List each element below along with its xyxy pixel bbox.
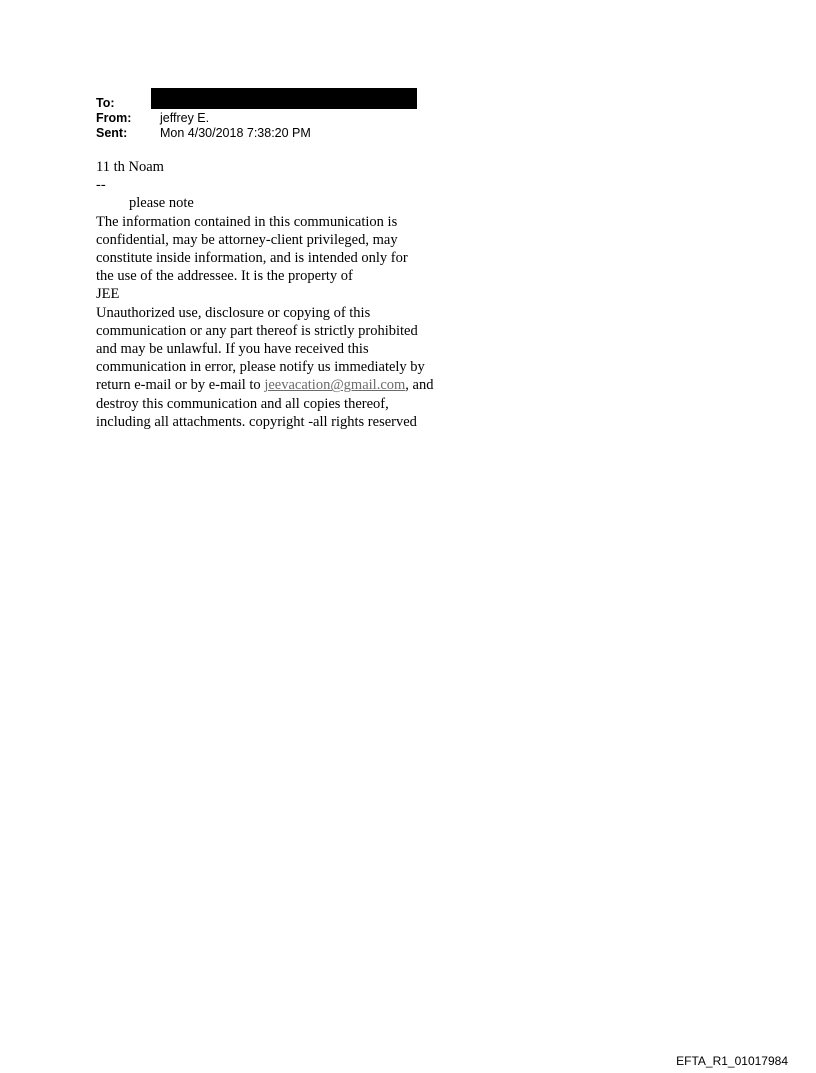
disclaimer-line: communication or any part thereof is strictly prohibited bbox=[96, 322, 418, 339]
disclaimer-line: The information contained in this communication is bbox=[96, 213, 398, 230]
disclaimer-link-line bbox=[96, 376, 476, 394]
from-row bbox=[96, 111, 496, 126]
link-line-suffix: , and bbox=[405, 377, 434, 394]
email-header bbox=[96, 96, 496, 141]
disclaimer-line: including all attachments. copyright -all rights reserved bbox=[96, 413, 417, 430]
link-line-prefix: return e-mail or by e-mail to bbox=[96, 377, 265, 394]
email-body bbox=[96, 158, 476, 431]
please-note: please note bbox=[129, 195, 194, 212]
disclaimer-line: the use of the addressee. It is the property of bbox=[96, 268, 353, 285]
disclaimer-line: destroy this communication and all copies thereof, bbox=[96, 395, 389, 412]
document-id: EFTA_R1_01017984 bbox=[676, 1054, 788, 1068]
to-row bbox=[96, 96, 496, 111]
sent-label: Sent: bbox=[96, 126, 128, 140]
greeting: 11 th Noam bbox=[96, 159, 164, 175]
from-value: jeffrey E. bbox=[160, 111, 210, 125]
sent-value: Mon 4/30/2018 7:38:20 PM bbox=[160, 126, 311, 140]
disclaimer-line: and may be unlawful. If you have received this bbox=[96, 341, 369, 358]
disclaimer-line: constitute inside information, and is intended only for bbox=[96, 250, 408, 267]
redaction-bar bbox=[151, 88, 417, 109]
email-link[interactable]: jeevacation@gmail.com bbox=[264, 377, 406, 394]
sent-row bbox=[96, 126, 496, 141]
disclaimer bbox=[96, 213, 476, 431]
from-label: From: bbox=[96, 111, 132, 125]
disclaimer-line: confidential, may be attorney-client privileged, may bbox=[96, 231, 398, 248]
signature-separator: -- bbox=[96, 177, 106, 194]
disclaimer-line: JEE bbox=[96, 286, 120, 303]
disclaimer-line: communication in error, please notify us immediately by bbox=[96, 359, 425, 376]
disclaimer-line: Unauthorized use, disclosure or copying of this bbox=[96, 304, 371, 321]
to-label: To: bbox=[96, 96, 115, 110]
